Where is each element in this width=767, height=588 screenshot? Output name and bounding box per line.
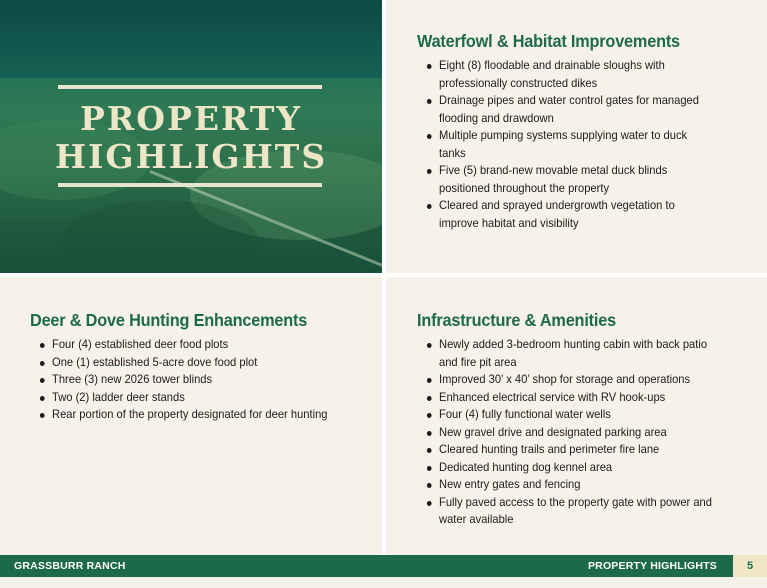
list-item: One (1) established 5-acre dove food plot [39, 354, 337, 372]
list-item: New gravel drive and designated parking area [426, 424, 724, 442]
hero-sky [0, 0, 382, 78]
list-item: Multiple pumping systems supplying water to duck tanks [426, 127, 714, 162]
list-item: Five (5) brand-new movable metal duck blinds positioned throughout the property [426, 162, 714, 197]
page-footer [0, 555, 767, 577]
list-item: Fully paved access to the property gate with power and water available [426, 494, 724, 529]
list-item: Eight (8) floodable and drainable sloughs with professionally constructed dikes [426, 57, 714, 92]
infrastructure-heading: Infrastructure & Amenities [417, 310, 616, 330]
deer-heading: Deer & Dove Hunting Enhancements [30, 310, 308, 330]
waterfowl-list [426, 57, 736, 232]
list-item: Four (4) established deer food plots [39, 336, 337, 354]
list-item: Rear portion of the property designated for deer hunting [39, 406, 337, 424]
list-item: Drainage pipes and water control gates for managed flooding and drawdown [426, 92, 714, 127]
page-number: 5 [733, 555, 767, 577]
deer-list [39, 336, 359, 424]
list-item: Two (2) ladder deer stands [39, 389, 337, 407]
list-item: Improved 30’ x 40’ shop for storage and operations [426, 371, 724, 389]
infrastructure-list [426, 336, 746, 529]
deer-section [0, 277, 382, 555]
title-rule-top [58, 85, 322, 89]
footer-brand: GRASSBURR RANCH [14, 560, 126, 572]
list-item: Cleared hunting trails and perimeter fire lane [426, 441, 724, 459]
footer-section-title: PROPERTY HIGHLIGHTS [587, 560, 717, 572]
hero-title-line2: HIGHLIGHTS [54, 137, 328, 176]
list-item: Four (4) fully functional water wells [426, 406, 724, 424]
bottom-margin [0, 577, 767, 588]
title-rule-bottom [58, 183, 322, 187]
list-item: New entry gates and fencing [426, 476, 724, 494]
hero-image-panel [0, 0, 382, 273]
list-item: Newly added 3-bedroom hunting cabin with back patio and fire pit area [426, 336, 724, 371]
waterfowl-heading: Waterfowl & Habitat Improvements [417, 31, 680, 51]
waterfowl-section [386, 0, 767, 273]
list-item: Cleared and sprayed undergrowth vegetation to improve habitat and visibility [426, 197, 714, 232]
infrastructure-section [386, 277, 767, 555]
list-item: Three (3) new 2026 tower blinds [39, 371, 337, 389]
list-item: Dedicated hunting dog kennel area [426, 459, 724, 477]
list-item: Enhanced electrical service with RV hook-ups [426, 389, 724, 407]
hero-title-line1: PROPERTY [80, 99, 302, 138]
